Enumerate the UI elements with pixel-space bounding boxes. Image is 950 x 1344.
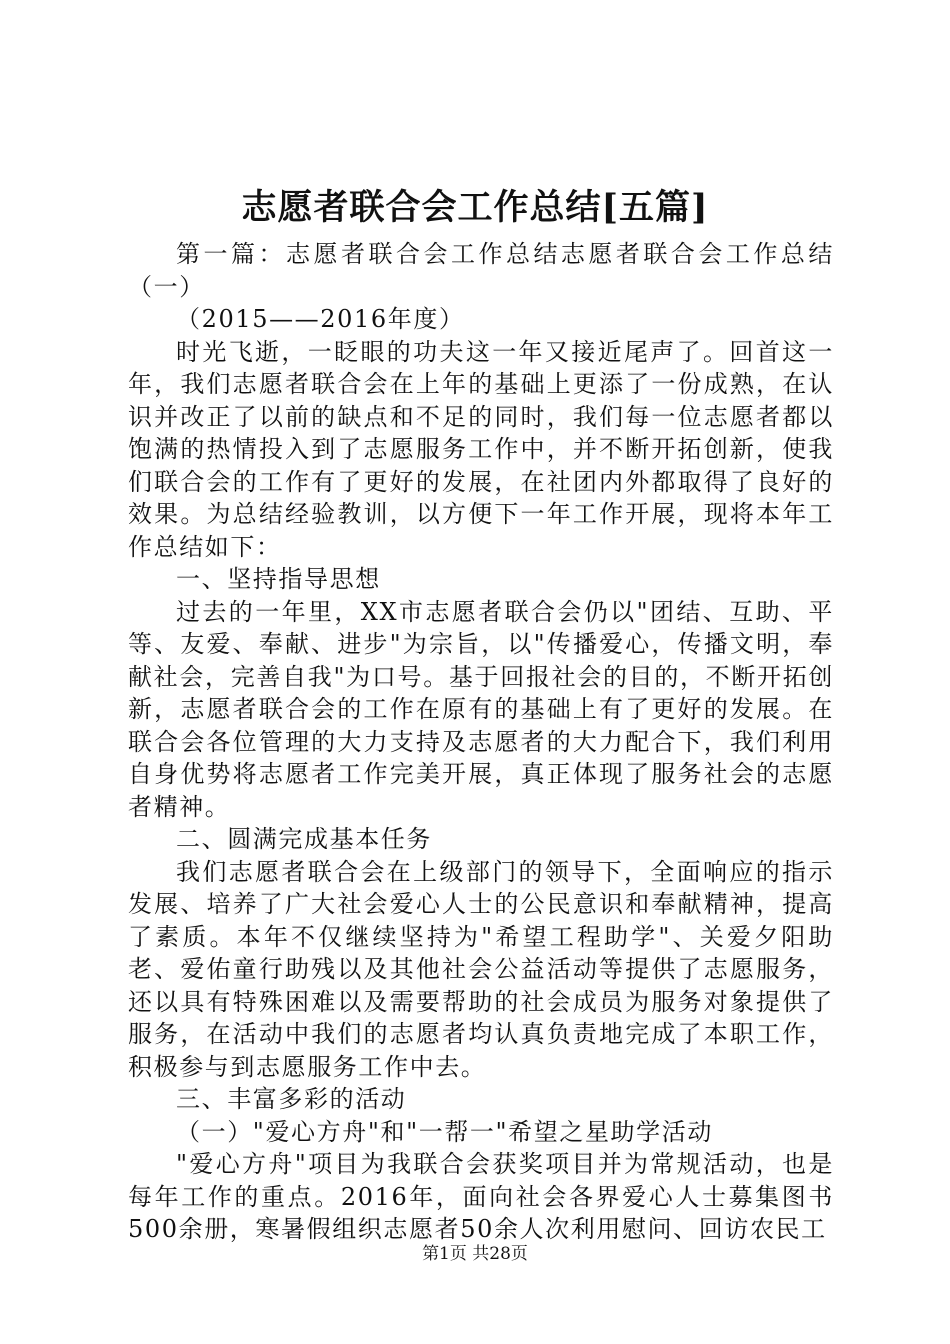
year-range: （2015——2016年度）: [176, 305, 465, 333]
paragraph: 过去的一年里，XX市志愿者联合会仍以"团结、互助、平等、友爱、奉献、进步"为宗旨，以"传播爱心，传播文明，奉献社会，完善自我"为口号。基于回报社会的目的，不断开拓创新，志愿者联合会的工作在原有的基础上有了更好的发展。在联合会各位管理的大力支持及志愿者的大力配合下，我们利用自身优势将志愿者工作完美开展，真正体现了服务社会的志愿者精神。: [128, 597, 834, 821]
paragraph: 时光飞逝，一眨眼的功夫这一年又接近尾声了。回首这一年，我们志愿者联合会在上年的基础上更添了一份成熟，在认识并改正了以前的缺点和不足的同时，我们每一位志愿者都以饱满的热情投入到了志愿服务工作中，并不断开拓创新，使我们联合会的工作有了更好的发展，在社团内外都取得了良好的效果。为总结经验教训，以方便下一年工作开展，现将本年工作总结如下：: [128, 337, 834, 561]
page-number: 第1页 共28页: [422, 1244, 528, 1264]
subheading: 三、丰富多彩的活动: [176, 1085, 407, 1113]
document-body: [128, 238, 834, 1246]
subheading: 二、圆满完成基本任务: [176, 825, 432, 853]
subheading: 一、坚持指导思想: [176, 565, 381, 593]
subheading: （一）"爱心方舟"和"一帮一"希望之星助学活动: [176, 1117, 713, 1146]
document-title: 志愿者联合会工作总结[五篇]: [241, 187, 709, 228]
paragraph: "爱心方舟"项目为我联合会获奖项目并为常规活动，也是每年工作的重点。2016年，面向社会各界爱心人士募集图书500余册，寒暑假组织志愿者50余人次利用慰问、回访农民工: [128, 1150, 834, 1243]
paragraph: 我们志愿者联合会在上级部门的领导下，全面响应的指示发展、培养了广大社会爱心人士的公民意识和奉献精神，提高了素质。本年不仅继续坚持为"希望工程助学"、关爱夕阳助老、爱佑童行助残以及其他社会公益活动等提供了志愿服务，还以具有特殊困难以及需要帮助的社会成员为服务对象提供了服务，在活动中我们的志愿者均认真负责地完成了本职工作，积极参与到志愿服务工作中去。: [128, 857, 834, 1081]
section-heading: 第一篇：志愿者联合会工作总结志愿者联合会工作总结（一）: [128, 240, 834, 301]
